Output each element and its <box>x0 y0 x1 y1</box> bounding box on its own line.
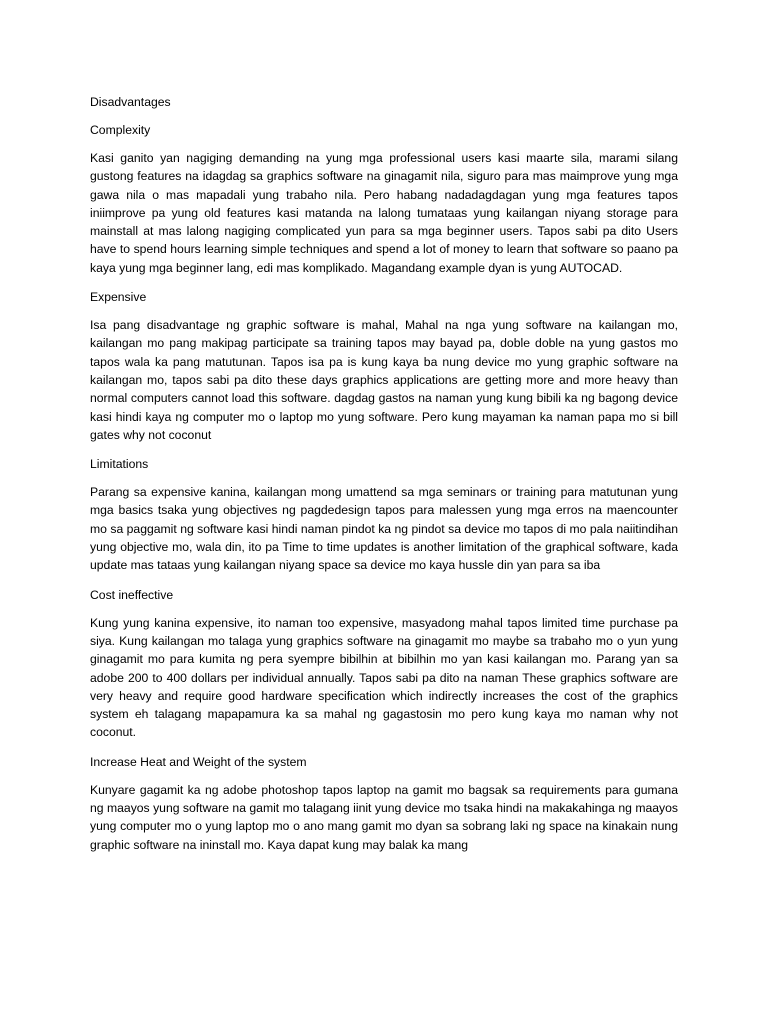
section-heading-limitations: Limitations <box>90 457 149 472</box>
document-title: Disadvantages <box>90 95 171 109</box>
document-page <box>90 94 678 866</box>
section-heading-expensive: Expensive <box>90 290 147 305</box>
section-heading-complexity: Complexity <box>90 123 151 137</box>
section-body-cost-ineffective: Kung yung kanina expensive, ito naman too expensive, masyadong mahal tapos limited time purchase pa siya. Kung kailangan mo talaga yung graphics software na ginagamit mo maybe sa trabaho mo o yun yung ginagamit mo para kumita ng pera syempre bibilhin at bibilhin mo yan kasi kailangan mo. Parang yan sa adobe 200 to 400 dollars per individual annually. Tapos sabi pa dito na naman These graphics software are very heavy and require good hardware specification which indirectly increases the cost of the graphics system eh talagang mapapamura ka sa mahal ng gagastosin mo pero kung kaya mo naman why not coconut. <box>90 615 678 740</box>
section-heading-cost-ineffective: Cost ineffective <box>90 587 174 602</box>
section-body-complexity: Kasi ganito yan nagiging demanding na yung mga professional users kasi maarte sila, marami silang gustong features na idagdag sa graphics software na ginagamit nila, siguro para mas maimprove yung mga gawa nila o mas mapadali yung trabaho nila. Pero habang nadadagdagan yung mga features tapos iniimprove pa yung old features kasi matanda na lalong tumataas yung kailangan niyang storage para mainstall at mas lalong nagiging complicated yun para sa mga beginner users. Tapos sabi pa dito Users have to spend hours learning simple techniques and spend a lot of money to learn that software so paano pa kaya yung mga beginner lang, edi mas komplikado. Magandang example dyan is yung AUTOCAD. <box>90 151 678 275</box>
section-heading-heat-weight: Increase Heat and Weight of the system <box>90 754 307 769</box>
section-body-heat-weight: Kunyare gagamit ka ng adobe photoshop tapos laptop na gamit mo bagsak sa requirements para gumana ng maayos yung software na gamit mo talagang iinit yung device mo tsaka hindi na makakahinga ng maayos yung computer mo o yung laptop mo o ano mang gamit mo dyan sa sobrang laki ng space na kinakain nung graphic software na ininstall mo. Kaya dapat kung may balak ka mang <box>90 782 678 852</box>
section-body-expensive: Isa pang disadvantage ng graphic software is mahal, Mahal na nga yung software na kailangan mo, kailangan mo pang makipag participate sa training tapos may bayad pa, doble doble na yung gastos mo tapos wala ka pang matutunan. Tapos isa pa is kung kaya ba nung device mo yung graphic software na kailangan mo, tapos sabi pa dito these days graphics applications are getting more and more heavy than normal computers cannot load this software. dagdag gastos na naman yung kung bibili ka ng bagong device kasi hindi kaya ng computer mo o laptop mo yung software. Pero kung mayaman ka naman papa mo si bill gates why not coconut <box>90 318 678 442</box>
section-body-limitations: Parang sa expensive kanina, kailangan mong umattend sa mga seminars or training para matutunan yung mga basics tsaka yung objectives ng pagdedesign tapos para malessen yung mga erros na maencounter mo sa paggamit ng software kasi hindi naman pindot ka ng pindot sa device mo tapos di mo pala naiitindihan yung objective mo, wala din, ito pa Time to time updates is another limitation of the graphical software, kada update mas tataas yung kailangan niyang space sa device mo kaya hussle din yan para sa iba <box>90 485 678 573</box>
